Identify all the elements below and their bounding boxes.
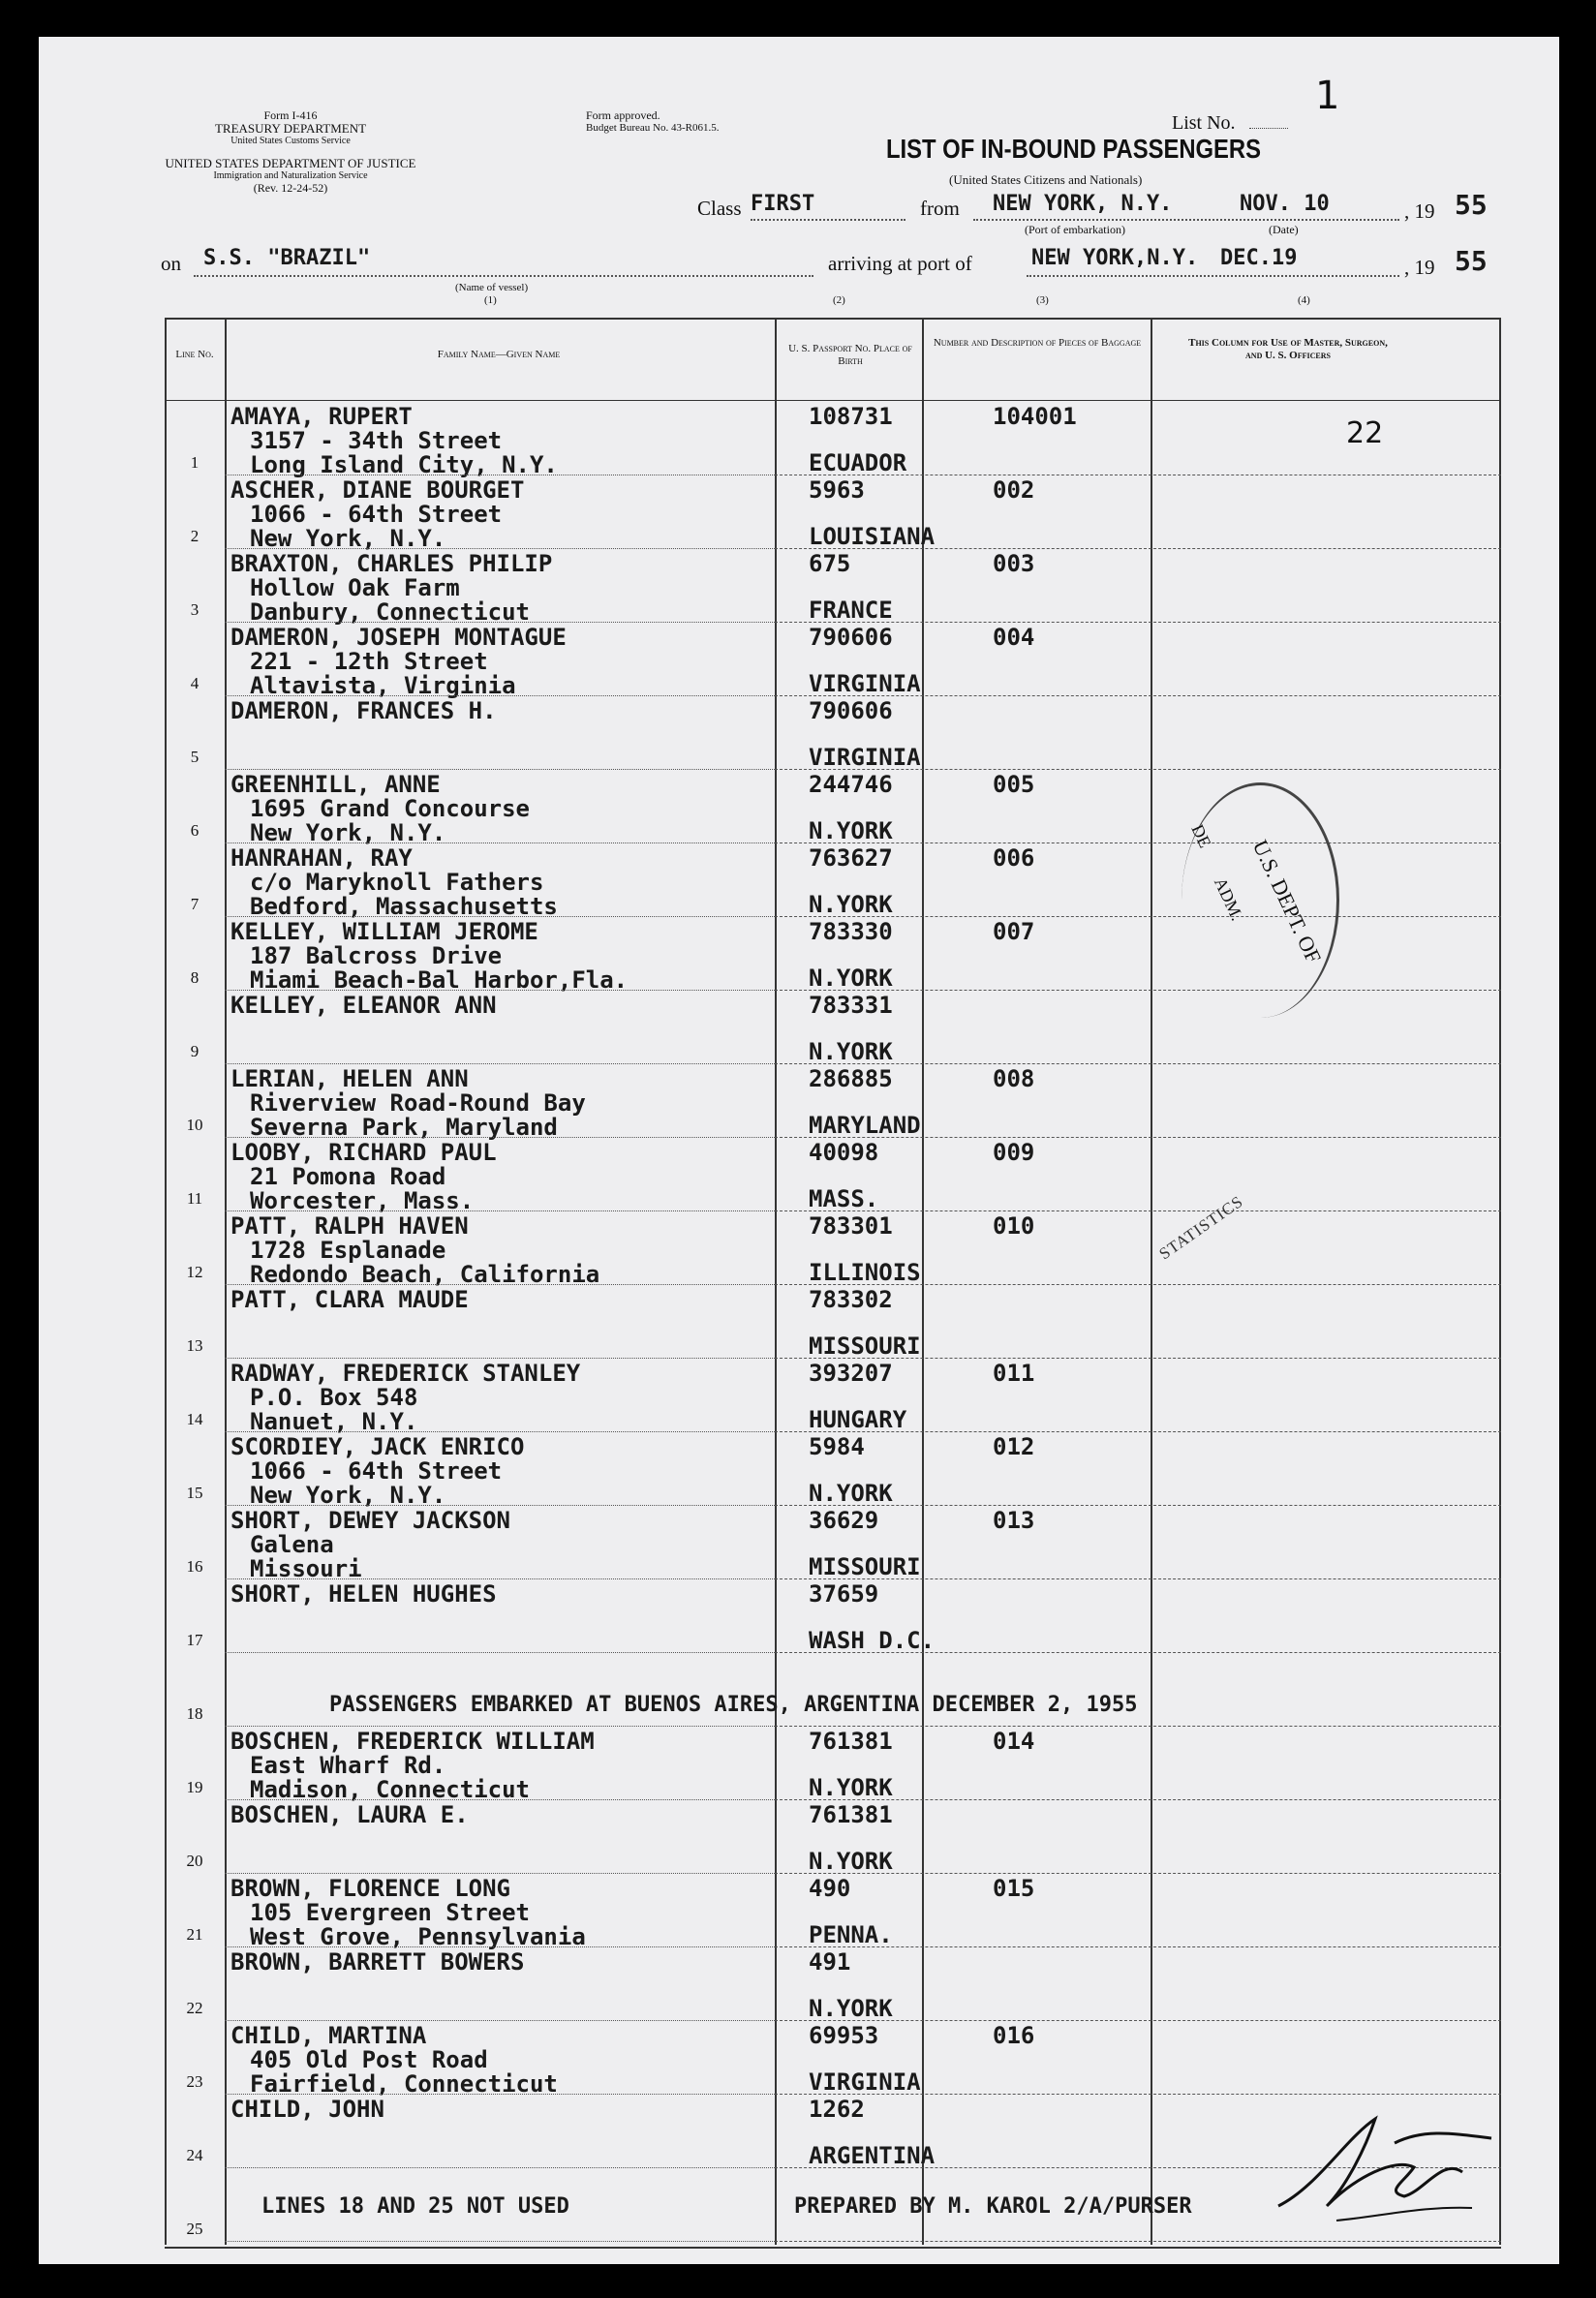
- prepared-by-note: PREPARED BY M. KAROL 2/A/PURSER: [794, 2194, 1192, 2219]
- passenger-address-1: 1695 Grand Concourse: [250, 795, 530, 822]
- passenger-name: BROWN, BARRETT BOWERS: [230, 1948, 525, 1976]
- passport-number: 763627: [809, 844, 893, 872]
- list-no-label: List No.: [1172, 112, 1236, 134]
- passenger-address-2: Miami Beach-Bal Harbor,Fla.: [250, 966, 629, 994]
- place-of-birth: N.YORK: [809, 1038, 893, 1065]
- passport-number: 490: [809, 1875, 851, 1902]
- justice-label: UNITED STATES DEPARTMENT OF JUSTICE: [165, 156, 416, 170]
- col-header-officers: This Column for Use of Master, Surgeon, and U. S. Officers: [1188, 337, 1388, 361]
- vessel-name: S.S. "BRAZIL": [203, 246, 371, 270]
- passport-number: 761381: [809, 1728, 893, 1755]
- passenger-address-2: Madison, Connecticut: [250, 1776, 530, 1803]
- embark-date: NOV. 10: [1240, 192, 1330, 216]
- line-number: 4: [190, 674, 200, 692]
- passport-number: 40098: [809, 1139, 879, 1166]
- table-row: [39, 1875, 1559, 1948]
- line-number: 18: [186, 1704, 203, 1723]
- passenger-address-1: 1066 - 64th Street: [250, 1457, 503, 1485]
- line-number: 23: [186, 2072, 203, 2091]
- passenger-name: BOSCHEN, FREDERICK WILLIAM: [230, 1728, 595, 1755]
- class-label: Class: [697, 197, 742, 220]
- passenger-address-1: 187 Balcross Drive: [250, 942, 503, 969]
- passenger-address-2: Worcester, Mass.: [250, 1187, 475, 1214]
- passport-number: 5963: [809, 476, 865, 504]
- passenger-address-2: New York, N.Y.: [250, 819, 446, 846]
- passenger-name: SHORT, DEWEY JACKSON: [230, 1507, 510, 1534]
- table-row: [39, 992, 1559, 1065]
- passenger-name: BROWN, FLORENCE LONG: [230, 1875, 510, 1902]
- passenger-address-2: Altavista, Virginia: [250, 672, 516, 699]
- place-of-birth: N.YORK: [809, 1995, 893, 2022]
- passenger-address-1: P.O. Box 548: [250, 1384, 418, 1411]
- passenger-address-2: Redondo Beach, California: [250, 1261, 600, 1288]
- passenger-address-2: Long Island City, N.Y.: [250, 451, 558, 478]
- baggage-number: 104001: [993, 403, 1077, 430]
- passenger-name: HANRAHAN, RAY: [230, 844, 413, 872]
- passport-number: 675: [809, 550, 851, 577]
- passenger-address-2: Severna Park, Maryland: [250, 1114, 558, 1141]
- place-of-birth: MASS.: [809, 1185, 879, 1212]
- table-row: [39, 1139, 1559, 1212]
- table-row: [39, 1433, 1559, 1507]
- place-of-birth: N.YORK: [809, 965, 893, 992]
- passenger-address-2: New York, N.Y.: [250, 525, 446, 552]
- from-label: from: [920, 197, 960, 220]
- passenger-name: PATT, RALPH HAVEN: [230, 1212, 469, 1240]
- line-number: 20: [186, 1852, 203, 1870]
- place-of-birth: PENNA.: [809, 1921, 893, 1948]
- passenger-name: SCORDIEY, JACK ENRICO: [230, 1433, 525, 1460]
- passenger-address-1: Riverview Road-Round Bay: [250, 1089, 586, 1117]
- statistics-stamp: STATISTICS: [1155, 1191, 1247, 1264]
- passenger-address-1: 21 Pomona Road: [250, 1163, 446, 1190]
- form-id: Form I-416: [263, 108, 318, 122]
- passenger-name: BOSCHEN, LAURA E.: [230, 1801, 469, 1828]
- passport-number: 1262: [809, 2096, 865, 2123]
- table-row: [39, 1507, 1559, 1580]
- arrival-date: DEC.19: [1220, 246, 1298, 270]
- table-row: [39, 1728, 1559, 1801]
- col-header-line: Line No.: [175, 349, 214, 360]
- passenger-address-1: Hollow Oak Farm: [250, 574, 460, 601]
- col-header-baggage: Number and Description of Pieces of Baggage: [933, 337, 1142, 349]
- passenger-name: CHILD, JOHN: [230, 2096, 384, 2123]
- baggage-number: 003: [993, 550, 1035, 577]
- baggage-number: 008: [993, 1065, 1035, 1092]
- line-number: 21: [186, 1925, 203, 1944]
- passenger-name: ASCHER, DIANE BOURGET: [230, 476, 525, 504]
- table-row: [39, 476, 1559, 550]
- officer-mark: 22: [1346, 416, 1384, 450]
- table-row: [39, 771, 1559, 844]
- customs-label: United States Customs Service: [230, 136, 351, 146]
- table-row: [39, 403, 1559, 476]
- passenger-address-1: 1728 Esplanade: [250, 1237, 446, 1264]
- table-row: [39, 1580, 1559, 1654]
- arriving-label: arriving at port of: [828, 252, 972, 275]
- dept-stamp-text-3: DE: [1187, 821, 1215, 851]
- passenger-address-1: 221 - 12th Street: [250, 648, 488, 675]
- line-number: 19: [186, 1778, 203, 1796]
- col-caption-3: (3): [1036, 294, 1049, 306]
- baggage-number: 010: [993, 1212, 1035, 1240]
- baggage-number: 005: [993, 771, 1035, 798]
- year-prefix: 19: [1414, 199, 1435, 223]
- passenger-name: PATT, CLARA MAUDE: [230, 1286, 469, 1313]
- table-row: [39, 2022, 1559, 2096]
- passenger-address-1: Galena: [250, 1531, 334, 1558]
- table-row: [39, 697, 1559, 771]
- place-of-birth: N.YORK: [809, 1480, 893, 1507]
- line-number: 12: [186, 1263, 203, 1281]
- buenos-aires-note: PASSENGERS EMBARKED AT BUENOS AIRES, ARGENTINA DECEMBER 2, 1955: [329, 1693, 1138, 1717]
- passport-number: 37659: [809, 1580, 879, 1608]
- place-of-birth: MARYLAND: [809, 1112, 921, 1139]
- passenger-name: RADWAY, FREDERICK STANLEY: [230, 1360, 581, 1387]
- baggage-number: 004: [993, 624, 1035, 651]
- place-of-birth: VIRGINIA: [809, 670, 921, 697]
- list-number: 1: [1315, 74, 1340, 118]
- table-row: [39, 550, 1559, 624]
- baggage-number: 002: [993, 476, 1035, 504]
- place-of-birth: ARGENTINA: [809, 2142, 936, 2169]
- baggage-number: 013: [993, 1507, 1035, 1534]
- passenger-name: DAMERON, JOSEPH MONTAGUE: [230, 624, 567, 651]
- line-number: 17: [186, 1631, 203, 1649]
- passport-number: 393207: [809, 1360, 893, 1387]
- line-number: 11: [186, 1189, 203, 1208]
- table-row: [39, 1212, 1559, 1286]
- passport-number: 69953: [809, 2022, 879, 2049]
- passenger-address-2: West Grove, Pennsylvania: [250, 1923, 586, 1950]
- dept-stamp-text-2: ADM.: [1210, 873, 1247, 924]
- date-caption: (Date): [1269, 223, 1299, 236]
- line-number: 14: [186, 1410, 203, 1428]
- passenger-name: LOOBY, RICHARD PAUL: [230, 1139, 497, 1166]
- passport-number: 5984: [809, 1433, 865, 1460]
- place-of-birth: VIRGINIA: [809, 744, 921, 771]
- passport-number: 783301: [809, 1212, 893, 1240]
- passport-number: 286885: [809, 1065, 893, 1092]
- col-caption-2: (2): [833, 294, 845, 306]
- passenger-address-1: East Wharf Rd.: [250, 1752, 446, 1779]
- passport-number: 790606: [809, 697, 893, 724]
- place-of-birth: WASH D.C.: [809, 1627, 936, 1654]
- passenger-name: DAMERON, FRANCES H.: [230, 697, 497, 724]
- passenger-address-2: New York, N.Y.: [250, 1482, 446, 1509]
- passport-number: 761381: [809, 1801, 893, 1828]
- passenger-address-2: Bedford, Massachusetts: [250, 893, 558, 920]
- passport-number: 783302: [809, 1286, 893, 1313]
- passport-number: 783330: [809, 918, 893, 945]
- vessel-caption: (Name of vessel): [455, 282, 529, 293]
- place-of-birth: ILLINOIS: [809, 1259, 921, 1286]
- budget-label: Budget Bureau No. 43-R061.5.: [586, 122, 720, 134]
- baggage-number: 006: [993, 844, 1035, 872]
- place-of-birth: VIRGINIA: [809, 2068, 921, 2096]
- place-of-birth: HUNGARY: [809, 1406, 907, 1433]
- table-row: [39, 1360, 1559, 1433]
- passenger-name: KELLEY, WILLIAM JEROME: [230, 918, 538, 945]
- treasury-label: TREASURY DEPARTMENT: [214, 121, 367, 136]
- table-row: [39, 624, 1559, 697]
- embark-port: NEW YORK, N.Y.: [993, 192, 1173, 216]
- passenger-name: AMAYA, RUPERT: [230, 403, 413, 430]
- line-number: 3: [190, 600, 200, 619]
- place-of-birth: MISSOURI: [809, 1333, 921, 1360]
- page-title: LIST OF IN-BOUND PASSENGERS: [886, 134, 1262, 164]
- passenger-name: GREENHILL, ANNE: [230, 771, 441, 798]
- passenger-name: LERIAN, HELEN ANN: [230, 1065, 469, 1092]
- place-of-birth: FRANCE: [809, 597, 893, 624]
- place-of-birth: ECUADOR: [809, 449, 907, 476]
- passport-number: 108731: [809, 403, 893, 430]
- passenger-address-1: 405 Old Post Road: [250, 2046, 488, 2073]
- col-caption-1: (1): [484, 294, 497, 306]
- line-number: 10: [186, 1116, 203, 1134]
- purser-signature: [1259, 2099, 1511, 2235]
- baggage-number: 016: [993, 2022, 1035, 2049]
- embark-year: 55: [1455, 189, 1488, 221]
- port-caption: (Port of embarkation): [1025, 223, 1125, 236]
- passenger-address-1: c/o Maryknoll Fathers: [250, 869, 544, 896]
- place-of-birth: N.YORK: [809, 1774, 893, 1801]
- line-number: 2: [190, 527, 200, 545]
- passport-number: 783331: [809, 992, 893, 1019]
- page-subtitle: (United States Citizens and Nationals): [949, 172, 1143, 187]
- line-number: 7: [190, 895, 200, 913]
- line-number: 1: [190, 453, 200, 472]
- passport-number: 491: [809, 1948, 851, 1976]
- on-label: on: [161, 252, 181, 275]
- line-number: 9: [190, 1042, 200, 1060]
- approved-label: Form approved.: [586, 108, 660, 122]
- manifest-page: Form I-416 TREASURY DEPARTMENT United States Customs Service UNITED STATES DEPARTMENT OF JUSTICE Immigration and Naturalization Service (Rev. 12-24-52) Form approved. Budget Bureau No. 43-R061.5. List No. 1 LIST OF IN-BOUND PASSENGERS (United States Citizens and Nationals) Class FIRST from NEW YORK, N.Y. NOV. 10 , 19 55 (Port of embarkation) (Date) on S.S. "BRAZIL" arriving at port of NEW YORK,N.Y. DEC.19 , 19 55 (Name of vessel) (1) (2) (3) (4) Line No. Family Name—Given Name U. S. Passport No. Place of Birth Number and Description of Pieces of Baggage This Column for Use of Master, Surgeon, and U. S. Officers 1 AMAYA, RUPERT 3157 - 34th Street Long Island City, N.Y. 108731 ECUADOR 104001 2 ASCHER, DIANE BOURGET 1066 - 64th Street New York, N.Y. 5963 LOUISIANA 002 3 BRAXTON, CHARLES PHILIP Hollow Oak Farm Danbury, Connecticut 675 FRANCE 003 4 DAMERON, JOSEPH MONTAGUE 221 - 12th Street Altavista, Virginia 790606 VIRGINIA 004 5 DAMERON, FRANCES H. 790606 VIRGINIA 6 GREENHILL, ANNE 1695 Grand Concourse New York, N.Y. 244746 N.YORK 005 7 HANRAHAN, RAY c/o Maryknoll Fathers Bedford, Massachusetts 763627 N.YORK 006 8 KELLEY, WILLIAM JEROME 187 Balcross Drive Miami Beach-Bal Harbor,Fla. 783330 N.YORK 007 9 KELLEY, ELEANOR ANN 783331 N.YORK 10 LERIAN, HELEN ANN Riverview Road-Round Bay Severna Park, Maryland 286885 MARYLAND 008 11 LOOBY, RICHARD PAUL 21 Pomona Road Worcester, Mass. 40098 MASS. 009 12 PATT, RALPH HAVEN 1728 Esplanade Redondo Beach, California 783301 ILLINOIS 010 13 PATT, CLARA MAUDE 783302 MISSOURI 14 RADWAY, FREDERICK STANLEY P.O. Box 548 Nanuet, N.Y. 393207 HUNGARY 011 15 SCORDIEY, JACK ENRICO 1066 - 64th Street New York, N.Y. 5984 N.YORK 012 16 SHORT, DEWEY JACKSON Galena Missouri 36629 MISSOURI 013 17 SHORT, HELEN HUGHES 37659 WASH D.C. 18 19 BOSCHEN, FREDERICK WILLIAM East Wharf Rd. Madison, Connecticut 761381 N.YORK 014 20 BOSCHEN, LAURA E. 761381 N.YORK 21 BROWN, FLORENCE LONG 105 Evergreen Street West Grove, Pennsylvania 490 PENNA. 015 22 BROWN, BARRETT BOWERS 491 N.YORK 23 CHILD, MARTINA 405 Old Post Road Fairfield, Connecticut 69953 VIRGINIA 016 24 CHILD, JOHN 1262 ARGENTINA 25 22 PASSENGERS EMBARKED AT BUENOS AIRES, ARGENTINA DECEMBER 2, 1955 LINES 18 AND 25 NOT USED PREPARED BY M. KAROL 2/A/PURSER U.S. DEPT. OF ADM. DE STATISTICS: [39, 37, 1559, 2264]
- line-number: 8: [190, 968, 200, 987]
- baggage-number: 015: [993, 1875, 1035, 1902]
- passenger-name: SHORT, HELEN HUGHES: [230, 1580, 497, 1608]
- col-caption-4: (4): [1298, 294, 1310, 306]
- passport-number: 244746: [809, 771, 893, 798]
- passenger-name: BRAXTON, CHARLES PHILIP: [230, 550, 553, 577]
- class-value: FIRST: [751, 192, 815, 216]
- line-number: 6: [190, 821, 200, 840]
- passport-number: 36629: [809, 1507, 879, 1534]
- line-number: 15: [186, 1484, 203, 1502]
- passenger-address-1: 105 Evergreen Street: [250, 1899, 530, 1926]
- col-header-passport: U. S. Passport No. Place of Birth: [788, 343, 912, 367]
- form-approval: [586, 109, 770, 135]
- passenger-address-1: 3157 - 34th Street: [250, 427, 503, 454]
- baggage-number: 007: [993, 918, 1035, 945]
- passenger-address-2: Danbury, Connecticut: [250, 598, 530, 626]
- baggage-number: 012: [993, 1433, 1035, 1460]
- line-number: 22: [186, 1999, 203, 2017]
- passenger-address-1: 1066 - 64th Street: [250, 501, 503, 528]
- col-header-name: Family Name—Given Name: [437, 349, 561, 360]
- baggage-number: 014: [993, 1728, 1035, 1755]
- place-of-birth: N.YORK: [809, 891, 893, 918]
- table-row: [39, 1065, 1559, 1139]
- line-number: 24: [186, 2146, 203, 2164]
- table-row: [39, 1948, 1559, 2022]
- baggage-number: 011: [993, 1360, 1035, 1387]
- arrival-year: 55: [1455, 245, 1488, 277]
- dept-stamp: [1182, 782, 1339, 1018]
- place-of-birth: MISSOURI: [809, 1553, 921, 1580]
- place-of-birth: N.YORK: [809, 1848, 893, 1875]
- passenger-address-2: Nanuet, N.Y.: [250, 1408, 418, 1435]
- dept-stamp-text: U.S. DEPT. OF: [1247, 836, 1327, 967]
- passenger-address-2: Missouri: [250, 1555, 362, 1582]
- arrival-port: NEW YORK,N.Y.: [1031, 246, 1199, 270]
- place-of-birth: N.YORK: [809, 817, 893, 844]
- baggage-number: 009: [993, 1139, 1035, 1166]
- passenger-address-2: Fairfield, Connecticut: [250, 2070, 558, 2098]
- line-number: 25: [186, 2220, 203, 2238]
- revision-label: (Rev. 12-24-52): [253, 181, 328, 195]
- table-row: [39, 1801, 1559, 1875]
- table-row: [39, 1286, 1559, 1360]
- passport-number: 790606: [809, 624, 893, 651]
- line-number: 16: [186, 1557, 203, 1576]
- line-number: 13: [186, 1336, 203, 1355]
- unused-lines-note: LINES 18 AND 25 NOT USED: [261, 2194, 569, 2219]
- place-of-birth: LOUISIANA: [809, 523, 936, 550]
- passenger-name: KELLEY, ELEANOR ANN: [230, 992, 497, 1019]
- year-prefix: 19: [1414, 256, 1435, 279]
- passenger-name: CHILD, MARTINA: [230, 2022, 427, 2049]
- form-header-left: [165, 109, 416, 195]
- ins-label: Immigration and Naturalization Service: [213, 170, 368, 181]
- line-number: 5: [190, 748, 200, 766]
